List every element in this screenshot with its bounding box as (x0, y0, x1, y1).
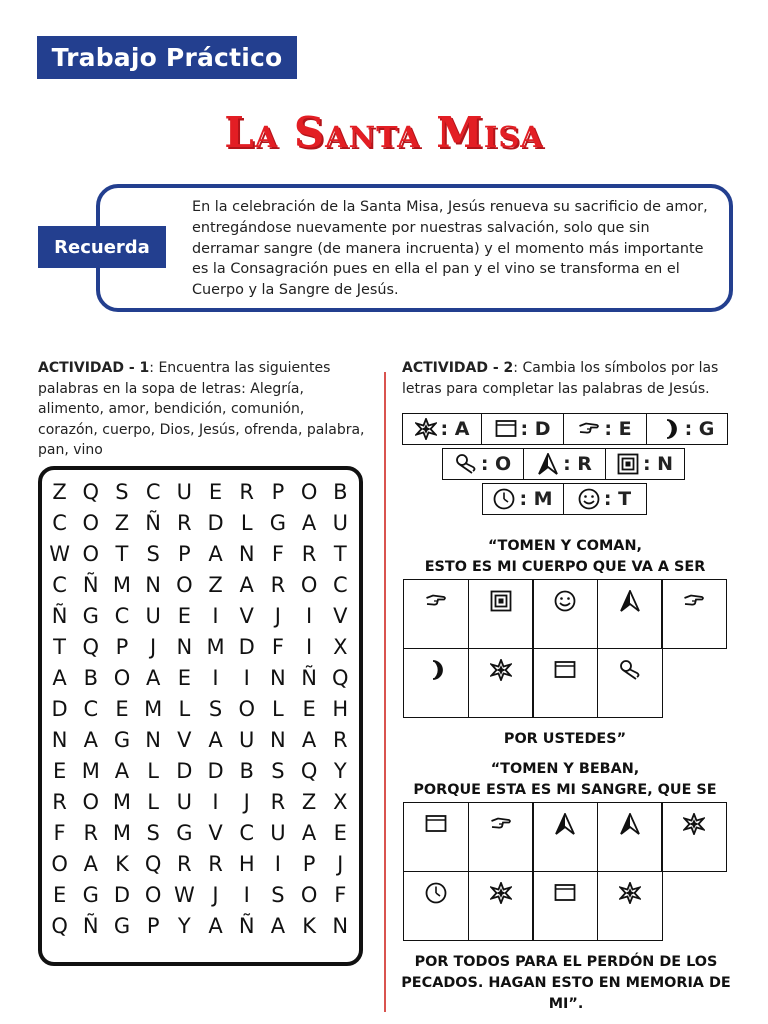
word-search-letter: A (208, 542, 223, 566)
word-search-letter: F (334, 883, 347, 907)
word-search-letter: Q (82, 635, 100, 659)
word-search-letter: G (113, 914, 131, 938)
code-cell[interactable] (468, 802, 534, 872)
window-icon (554, 882, 576, 904)
word-search-letter: V (333, 604, 348, 628)
code-cell[interactable] (597, 648, 663, 718)
legend-row (442, 448, 684, 480)
hand-icon (490, 813, 512, 835)
word-search-letter: S (271, 883, 285, 907)
word-search-letter: F (271, 542, 284, 566)
code-grid-1 (403, 579, 726, 716)
code-cell[interactable] (403, 802, 469, 872)
word-search-letter: P (271, 480, 285, 504)
word-search-letter: Q (51, 914, 68, 938)
smiley-icon (554, 590, 576, 612)
word-search-letter: N (332, 914, 349, 938)
word-search-letter: K (302, 914, 316, 938)
code-cell[interactable] (532, 579, 598, 649)
word-search-letter: Ñ (51, 604, 68, 628)
word-search-letter: E (52, 759, 67, 783)
code-cell[interactable] (532, 871, 598, 941)
hand-icon (425, 590, 447, 612)
legend-row (482, 483, 645, 515)
word-search-letter: V (177, 728, 192, 752)
word-search-letter: A (301, 821, 317, 845)
word-search-letter: L (178, 697, 191, 721)
word-search-letter: A (301, 728, 317, 752)
word-search-letter: A (270, 914, 286, 938)
word-search-letter: Q (144, 852, 162, 876)
code-cell[interactable] (403, 871, 469, 941)
word-search-letter: I (305, 604, 313, 628)
word-search-letter: O (82, 790, 100, 814)
code-grid-2 (403, 802, 726, 939)
word-search-letter: E (177, 666, 191, 690)
word-search-letter: M (144, 697, 163, 721)
legend-cell (482, 483, 564, 515)
star-icon (490, 882, 512, 904)
word-search-letter: I (212, 790, 219, 814)
legend-letter: : A (440, 418, 470, 440)
word-search-letter: T (115, 542, 129, 566)
word-search-letter: Ñ (82, 573, 99, 597)
activity1-instructions (38, 358, 368, 461)
word-search-letter: M (112, 790, 132, 814)
star-icon (415, 418, 437, 440)
word-search-letter: C (332, 573, 348, 597)
word-search-letter: G (82, 883, 99, 907)
word-search-letter: D (113, 883, 131, 907)
word-search-row (44, 573, 356, 604)
word-search-row (44, 604, 356, 635)
word-search-letter: P (178, 542, 191, 566)
word-search-letter: Q (332, 666, 349, 690)
word-search-letter: A (145, 666, 161, 690)
code-cell[interactable] (661, 579, 727, 649)
word-search-letter: T (333, 542, 347, 566)
word-search-letter: J (150, 635, 157, 659)
word-search-letter: L (240, 511, 253, 535)
word-search-letter: B (83, 666, 98, 690)
word-search-row (44, 759, 356, 790)
word-search-letter: E (177, 604, 191, 628)
code-cell[interactable] (468, 648, 534, 718)
code-cell[interactable] (532, 802, 598, 872)
code-row (403, 871, 726, 940)
word-search-letter: Z (52, 480, 67, 504)
word-search-letter: G (176, 821, 193, 845)
word-search-letter: D (176, 759, 193, 783)
main-title: La Santa Misa (224, 108, 544, 157)
clock-icon (493, 488, 515, 510)
word-search-letter: N (238, 542, 255, 566)
word-search-letter: U (270, 821, 286, 845)
code-cell[interactable] (403, 579, 469, 649)
word-search-letter: A (208, 728, 223, 752)
word-search-letter: U (176, 790, 193, 814)
word-search-letter: L (272, 697, 284, 721)
word-search-letter: I (305, 635, 313, 659)
word-search-row (44, 883, 356, 914)
word-search-letter: C (145, 480, 161, 504)
word-search-letter: U (145, 604, 161, 628)
worksheet-header: Trabajo Práctico (37, 36, 297, 79)
word-search-letter: J (243, 790, 250, 814)
word-search-letter: D (207, 511, 224, 535)
word-search-letter: S (115, 480, 129, 504)
legend-letter: : D (520, 418, 551, 440)
code-cell[interactable] (597, 579, 663, 649)
word-search-letter: P (115, 635, 129, 659)
word-search-letter: Q (300, 759, 318, 783)
legend-cell (563, 413, 647, 445)
word-search-letter: I (243, 883, 250, 907)
word-search-letter: U (176, 480, 193, 504)
word-search-letter: E (52, 883, 67, 907)
word-search-letter: G (82, 604, 99, 628)
word-search-letter: B (239, 759, 254, 783)
hand-icon (578, 418, 600, 440)
word-search-letter: M (112, 821, 132, 845)
word-search-letter: V (208, 821, 223, 845)
word-search-letter: O (82, 542, 100, 566)
word-search-letter: A (301, 511, 317, 535)
recuerda-text: En la celebración de la Santa Misa, Jesús renueva su sacrificio de amor, entregándose nuevamente por nuestras salvación, solo que sin derramar sangre (de manera incruenta) y el momento más importante es la Consagración pues en ella el pan y el vino se transforma en el Cuerpo y la Sangre de Jesús. (192, 199, 708, 299)
legend-cell (646, 413, 728, 445)
phrase-3: “TOMEN Y BEBAN, PORQUE ESTA ES MI SANGRE, QUE SE (413, 761, 717, 798)
word-search-letter: O (300, 480, 318, 504)
word-search-letter: R (177, 511, 192, 535)
word-search-letter: F (53, 821, 66, 845)
word-search-row (44, 480, 356, 511)
moon-icon (659, 418, 681, 440)
word-search-letter: I (274, 852, 281, 876)
word-search-row (44, 666, 356, 697)
activity2-label: ACTIVIDAD - 2 (402, 360, 514, 376)
word-search-letter: Z (114, 511, 130, 535)
word-search-letter: Y (177, 914, 191, 938)
code-cell[interactable] (468, 579, 534, 649)
word-search-letter: J (337, 852, 344, 876)
word-search-letter: A (239, 573, 254, 597)
legend-letter: : G (684, 418, 715, 440)
legend-cell (481, 413, 565, 445)
legend-cell (442, 448, 524, 480)
word-search-letter: D (207, 759, 224, 783)
word-search-letter: R (270, 790, 286, 814)
star-icon (619, 882, 641, 904)
word-search-letter: N (270, 728, 286, 752)
legend-letter: : M (519, 488, 553, 510)
word-search-letter: N (176, 635, 193, 659)
word-search-letter: R (208, 852, 223, 876)
word-search-letter: W (49, 542, 70, 566)
word-search-letter: Z (301, 790, 317, 814)
word-search-row (44, 821, 356, 852)
word-search-letter: I (243, 666, 250, 690)
word-search-letter: S (146, 542, 160, 566)
word-search-letter: O (300, 573, 318, 597)
word-search-letter: I (212, 604, 219, 628)
word-search-letter: I (212, 666, 219, 690)
word-search-row (44, 635, 356, 666)
arrow-icon (537, 453, 559, 475)
word-search-letter: C (52, 573, 67, 597)
hairpin-icon (619, 659, 641, 681)
word-search-letter: O (300, 883, 318, 907)
word-search-letter: L (147, 759, 159, 783)
hand-icon (683, 590, 705, 612)
legend-cell (523, 448, 607, 480)
word-search-letter: W (173, 883, 195, 907)
word-search-letter: R (332, 728, 348, 752)
arrow-icon (554, 813, 576, 835)
activity1-text: : Encuentra las siguientes palabras en la sopa de letras: Alegría, alimento, amor, bendición, comunión, corazón, cuerpo, Dios, Jesús, ofrenda, palabra, pan, vino (38, 360, 365, 458)
word-search-letter: Y (333, 759, 347, 783)
window-icon (425, 813, 447, 835)
word-search-letter: Ñ (238, 914, 255, 938)
code-row (403, 579, 726, 648)
word-search-letter: O (176, 573, 193, 597)
target-icon (617, 453, 639, 475)
phrase-1: “TOMEN Y COMAN, ESTO ES MI CUERPO QUE VA A SER (424, 538, 706, 575)
legend-letter: : T (603, 488, 632, 510)
word-search-letter: G (113, 728, 131, 752)
activity1-label: ACTIVIDAD - 1 (38, 360, 150, 376)
legend-letter: : O (480, 453, 512, 475)
word-search-letter: R (177, 852, 192, 876)
word-search-letter: E (208, 480, 223, 504)
word-search-row (44, 914, 356, 945)
code-cell[interactable] (597, 802, 663, 872)
window-icon (554, 659, 576, 681)
column-divider (384, 372, 386, 1012)
word-search-letter: O (113, 666, 131, 690)
legend-letter: : E (604, 418, 632, 440)
word-search-letter: Ñ (145, 511, 162, 535)
word-search-letter: U (332, 511, 348, 535)
word-search-letter: N (51, 728, 68, 752)
star-icon (490, 659, 512, 681)
activity2-instructions (402, 358, 737, 399)
word-search-letter: X (333, 635, 348, 659)
star-icon (683, 813, 705, 835)
word-search-letter: O (238, 697, 255, 721)
target-icon (490, 590, 512, 612)
code-cell[interactable] (403, 648, 469, 718)
word-search-letter: Ñ (82, 914, 99, 938)
word-search-letter: E (115, 697, 129, 721)
word-search-letter: Ñ (301, 666, 317, 690)
word-search-letter: B (333, 480, 348, 504)
activity2-text: : Cambia los símbolos por las letras para completar las palabras de Jesús. (402, 360, 719, 397)
code-cell[interactable] (532, 648, 598, 718)
moon-icon (425, 659, 447, 681)
word-search-letter: G (269, 511, 287, 535)
word-search-letter: V (239, 604, 254, 628)
word-search-letter: S (208, 697, 223, 721)
legend-cell (563, 483, 647, 515)
legend-cell (605, 448, 685, 480)
hairpin-icon (455, 453, 477, 475)
word-search-letter: R (83, 821, 99, 845)
code-cell[interactable] (597, 871, 663, 941)
word-search-letter: H (332, 697, 349, 721)
word-search-letter: J (274, 604, 281, 628)
word-search-letter: Q (82, 480, 100, 504)
word-search-letter: C (239, 821, 255, 845)
word-search-letter: M (206, 635, 225, 659)
word-search-letter: K (115, 852, 129, 876)
word-search-letter: N (145, 573, 162, 597)
code-row (403, 802, 726, 871)
word-search-letter: R (301, 542, 317, 566)
window-icon (495, 418, 517, 440)
phrase-2: POR USTEDES” (503, 731, 627, 747)
word-search-letter: N (145, 728, 162, 752)
word-search-letter: D (238, 635, 255, 659)
word-search-letter: O (144, 883, 162, 907)
arrow-icon (619, 813, 641, 835)
smiley-icon (578, 488, 600, 510)
word-search-letter: U (239, 728, 255, 752)
word-search-row (44, 697, 356, 728)
word-search-letter: J (212, 883, 219, 907)
word-search-letter: M (81, 759, 100, 783)
word-search-letter: A (83, 728, 98, 752)
word-search-letter: C (52, 511, 67, 535)
word-search-letter: A (52, 666, 67, 690)
word-search-letter: C (114, 604, 130, 628)
legend-row (402, 413, 726, 445)
phrase-4: POR TODOS PARA EL PERDÓN DE LOS PECADOS. HAGAN ESTO EN MEMORIA DE MI”. (401, 954, 731, 1012)
word-search-letter: S (146, 821, 160, 845)
word-search-letter: E (333, 821, 347, 845)
word-search-letter: N (270, 666, 286, 690)
legend-letter: : N (642, 453, 674, 475)
word-search-letter: A (208, 914, 223, 938)
code-row (403, 648, 726, 717)
word-search-letter: M (112, 573, 132, 597)
word-search-letter: E (302, 697, 316, 721)
word-search-letter: X (333, 790, 348, 814)
word-search-row (44, 542, 356, 573)
code-cell[interactable] (661, 802, 727, 872)
word-search-letter: P (146, 914, 160, 938)
word-search-row (44, 852, 356, 883)
word-search-letter: P (302, 852, 316, 876)
arrow-icon (619, 590, 641, 612)
legend-cell (402, 413, 482, 445)
legend-letter: : R (563, 453, 592, 475)
word-search-letter: R (270, 573, 286, 597)
word-search-row (44, 728, 356, 759)
word-search-letter: F (271, 635, 284, 659)
word-search-letter: C (83, 697, 99, 721)
recuerda-label: Recuerda (38, 226, 166, 268)
word-search-grid (44, 480, 356, 945)
word-search-letter: A (83, 852, 98, 876)
word-search-row (44, 511, 356, 542)
word-search-row (44, 790, 356, 821)
word-search-letter: O (51, 852, 68, 876)
word-search-letter: Z (208, 573, 223, 597)
word-search-letter: S (271, 759, 285, 783)
word-search-letter: D (51, 697, 68, 721)
word-search-letter: O (82, 511, 100, 535)
clock-icon (425, 882, 447, 904)
word-search-letter: L (147, 790, 159, 814)
word-search-letter: R (239, 480, 255, 504)
word-search-letter: A (114, 759, 130, 783)
code-cell[interactable] (468, 871, 534, 941)
word-search-letter: H (238, 852, 255, 876)
word-search-letter: R (52, 790, 67, 814)
word-search-letter: T (53, 635, 66, 659)
